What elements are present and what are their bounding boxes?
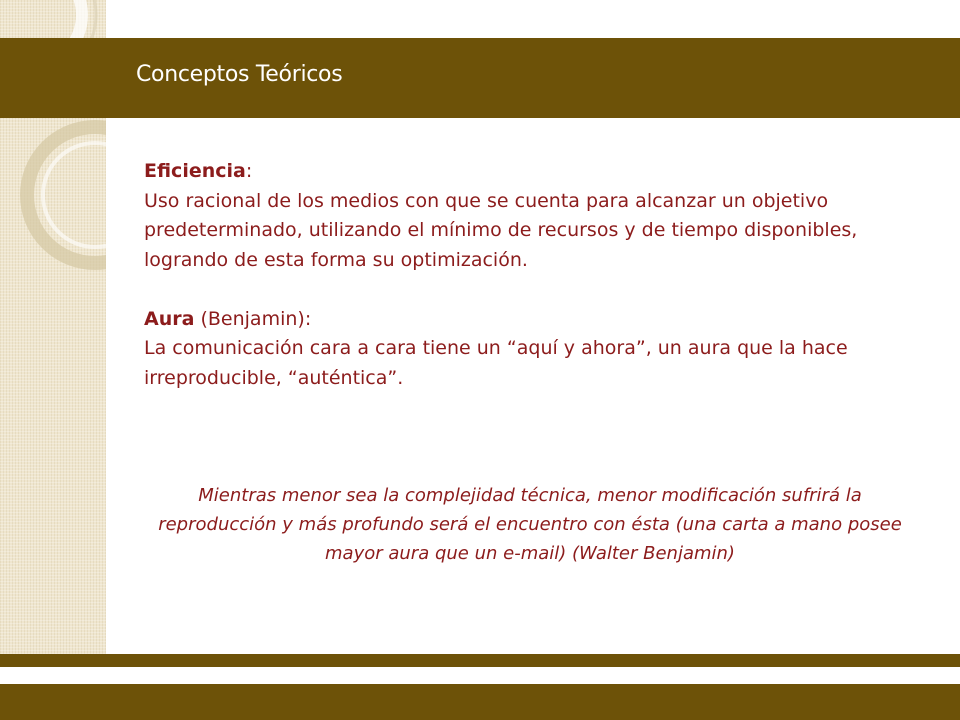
- aura-definition: La comunicación cara a cara tiene un “aquí y ahora”, un aura que la hace irreproducible, “auténtica”.: [144, 337, 848, 389]
- slide-title: Conceptos Teóricos: [136, 62, 343, 87]
- eficiencia-definition: Uso racional de los medios con que se cuenta para alcanzar un objetivo predeterminado, utilizando el mínimo de recursos y de tiempo disponibles, logrando de esta forma su optimización.: [144, 189, 858, 271]
- aura-suffix: (Benjamin):: [194, 307, 312, 330]
- footer-band-upper: [0, 654, 960, 667]
- benjamin-quote: Mientras menor sea la complejidad técnica, menor modificación sufrirá la reproducción y más profundo será el encuentro con ésta (una carta a mano posee mayor aura que un e-mail) (Walter Benjamin): [158, 485, 902, 564]
- aura-term: Aura: [144, 307, 195, 330]
- aura-heading: [144, 305, 934, 335]
- eficiencia-suffix: :: [245, 160, 253, 182]
- footer-band-lower: [0, 684, 960, 720]
- eficiencia-term: Eficiencia: [144, 160, 246, 182]
- eficiencia-heading: [144, 157, 934, 187]
- footer-gap: [0, 667, 960, 684]
- paragraph-spacer: [144, 275, 934, 305]
- content-body: [144, 157, 934, 393]
